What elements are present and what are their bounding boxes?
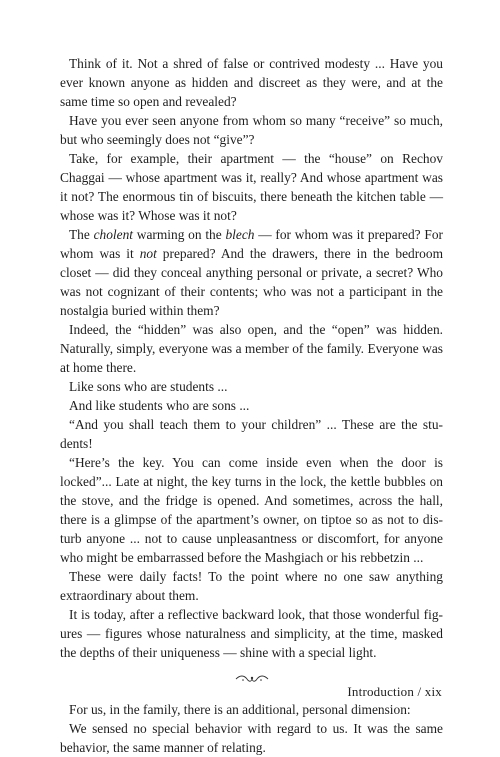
paragraph xyxy=(60,719,443,757)
paragraph-text: Indeed, the “hidden” was also open, and the “open” was hidden. Naturally, simply, everyone was a member of the family. Everyone was at home there. xyxy=(60,322,443,375)
italic-term: cholent xyxy=(93,227,134,242)
paragraph xyxy=(60,415,443,453)
page-body xyxy=(60,54,443,757)
paragraph-text: Think of it. Not a shred of false or contrived modesty ... Have you ever known anyone as hidden and discreet as they were, and at the same time so open and revealed? xyxy=(60,56,443,109)
italic-term: blech xyxy=(225,227,255,242)
paragraph-text: prepared? And the drawers, there in the bedroom closet — did they conceal anything personal or private, a secret? Who was not cognizant of their contents; who was not a participant in the nostalgia buried within them? xyxy=(60,246,443,318)
paragraph xyxy=(60,605,443,662)
paragraph xyxy=(60,377,443,396)
body-text-section-2 xyxy=(60,700,443,757)
running-footer: Introduction / xix xyxy=(347,684,442,699)
paragraph-text: The xyxy=(69,227,94,242)
paragraph-text: warming on the xyxy=(133,227,226,242)
paragraph xyxy=(60,111,443,149)
paragraph-text: Have you ever seen anyone from whom so many “receive” so much, but who seemingly does not “give”? xyxy=(60,113,443,147)
paragraph xyxy=(60,225,443,320)
paragraph-text: And like students who are sons ... xyxy=(69,398,250,413)
ornament-flourish-icon xyxy=(234,674,270,684)
paragraph-text: We sensed no special behavior with regard to us. It was the same behavior, the same manner of relating. xyxy=(60,721,443,755)
paragraph-text: “And you shall teach them to your children” ... These are the students! xyxy=(60,417,443,451)
italic-term: not xyxy=(139,246,157,261)
paragraph xyxy=(60,320,443,377)
paragraph-text: Take, for example, their apartment — the “house” on Rechov Chaggai — whose apartment was it, really? And whose apartment was it not? The enormous tin of biscuits, there beneath the kitchen table — whose was it? Whose was it not? xyxy=(60,151,443,223)
paragraph xyxy=(60,700,443,719)
paragraph-text: These were daily facts! To the point where no one saw anything extraordinary about them. xyxy=(60,569,443,603)
paragraph xyxy=(60,149,443,225)
paragraph xyxy=(60,453,443,567)
paragraph xyxy=(60,54,443,111)
paragraph-text: For us, in the family, there is an additional, personal dimension: xyxy=(69,702,411,717)
paragraph xyxy=(60,396,443,415)
paragraph-text: — for whom was it prepared? For whom was it xyxy=(60,227,443,261)
paragraph-text: It is today, after a reflective backward look, that those wonderful figures — figures whose naturalness and simplicity, at the time, masked the depths of their uniqueness — shine with a special light. xyxy=(60,607,443,660)
body-text-section-1 xyxy=(60,54,443,662)
paragraph-text: Like sons who are students ... xyxy=(69,379,228,394)
paragraph xyxy=(60,567,443,605)
paragraph-text: “Here’s the key. You can come inside even when the door is locked”... Late at night, the key turns in the lock, the kettle bubbles on the stove, and the fridge is opened. And sometimes, across the hall, there is a glimpse of the apartment’s owner, on tiptoe so as not to disturb anyone ... not to cause unpleasantness or discomfort, for anyone who might be embarrassed before the Mashgiach or his rebbetzin ... xyxy=(60,455,443,565)
